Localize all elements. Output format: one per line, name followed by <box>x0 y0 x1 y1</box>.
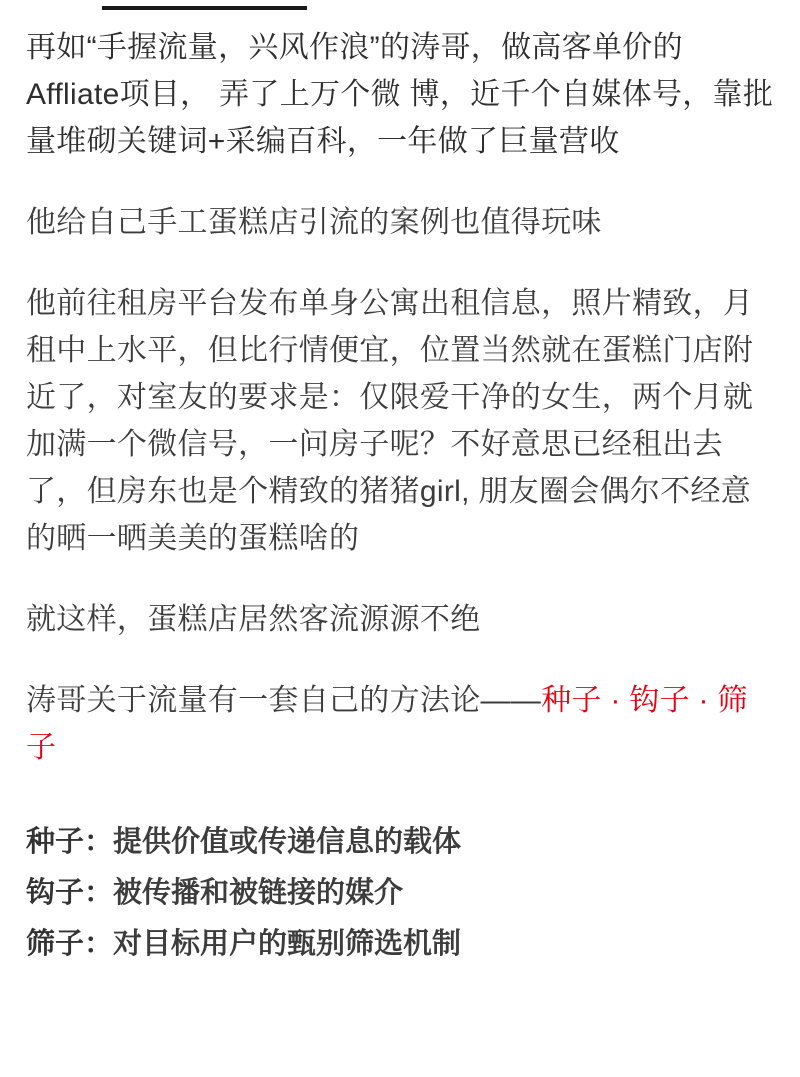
list-item <box>26 817 774 868</box>
spacer <box>26 643 774 677</box>
list-item <box>26 868 774 919</box>
top-divider <box>102 6 307 10</box>
definition-desc: 对目标用户的甄别筛选机制 <box>113 928 462 960</box>
paragraph-4-text: 就这样，蛋糕店居然客流源源不绝 <box>26 603 481 636</box>
spacer <box>26 246 774 280</box>
paragraph-3-text: 他前往租房平台发布单身公寓出租信息，照片精致，月租中上水平，但比行情便宜，位置当然就在蛋糕门店附近了，对室友的要求是：仅限爱干净的女生，两个月就加满一个微信号，一问房子呢？不好意思已经租出去了，但房东也是个精致的猪猪girl, 朋友圈会偶尔不经意的晒一晒美美的蛋糕啥的 <box>26 287 754 555</box>
paragraph-5-text: 涛哥关于流量有一套自己的方法论—— <box>26 684 542 717</box>
definition-term: 钩子： <box>26 877 114 909</box>
paragraph-4 <box>26 596 774 643</box>
paragraph-2 <box>26 199 774 246</box>
definition-term: 筛子： <box>26 928 114 960</box>
spacer <box>26 165 774 199</box>
list-item <box>26 919 774 970</box>
paragraph-2-text: 他给自己手工蛋糕店引流的案例也值得玩味 <box>26 206 602 239</box>
paragraph-5 <box>26 677 774 771</box>
paragraph-1-text: 再如“手握流量，兴风作浪”的涛哥，做高客单价的Affliate项目， 弄了上万个微 博，近千个自媒体号，靠批量堆砌关键词+采编百科，一年做了巨量营收 <box>26 31 774 158</box>
definition-desc: 被传播和被链接的媒介 <box>113 877 404 909</box>
definition-list <box>26 817 774 970</box>
paragraph-5-highlight: 种子 · 钩子 · 筛子 <box>26 684 748 764</box>
spacer <box>26 562 774 596</box>
document-page <box>0 6 800 1077</box>
paragraph-3 <box>26 280 774 562</box>
paragraph-1 <box>26 24 774 165</box>
definition-desc: 提供价值或传递信息的载体 <box>113 826 462 858</box>
spacer <box>26 771 774 811</box>
definition-term: 种子： <box>26 826 114 858</box>
